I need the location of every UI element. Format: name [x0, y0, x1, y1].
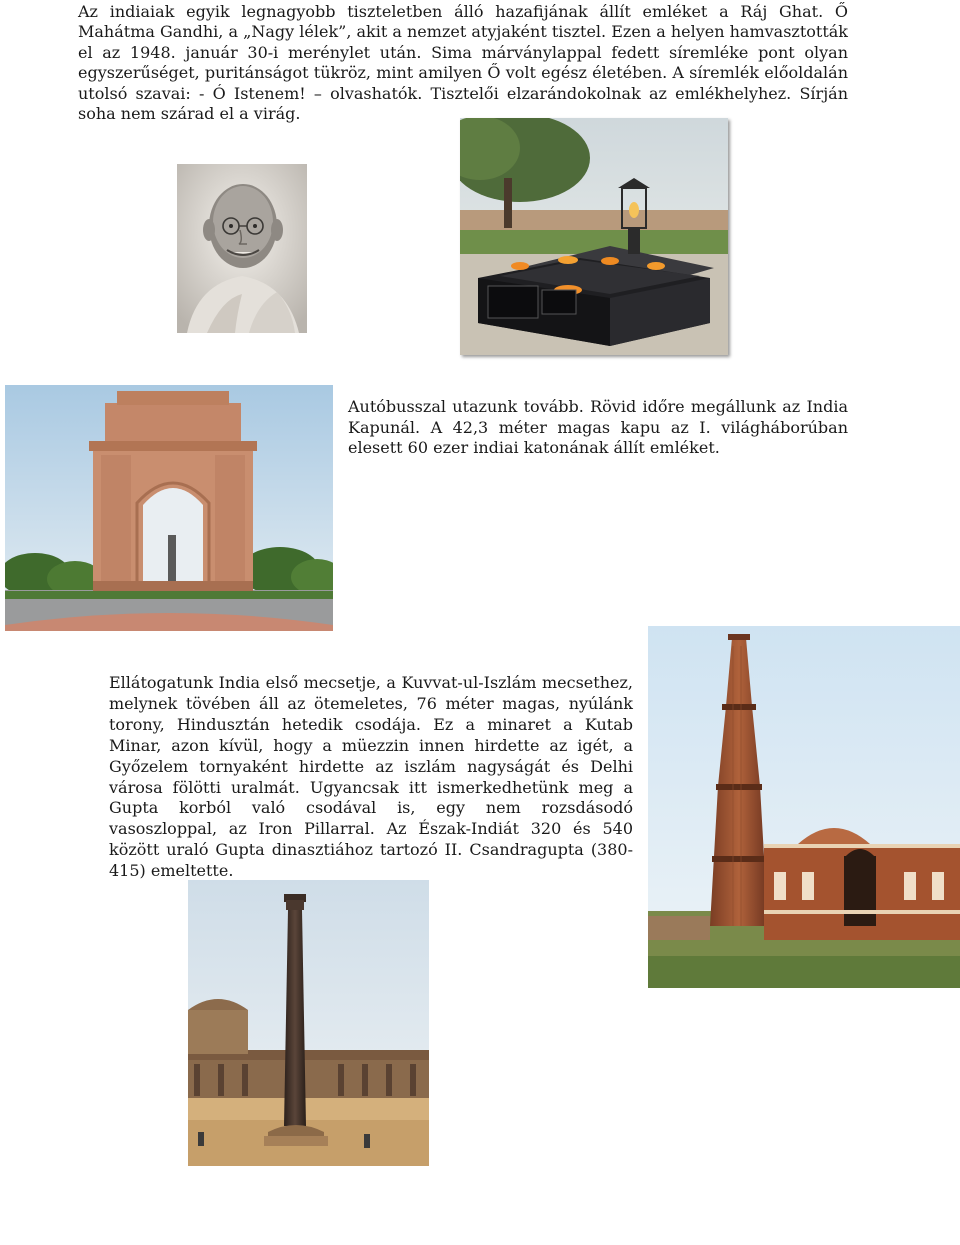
india-gate-paragraph: Autóbusszal utazunk tovább. Rövid időre megállunk az India Kapunál. A 42,3 méter magas kapu az I. világháborúban elesett 60 ezer indiai katonának állít emléket. — [348, 397, 848, 457]
qutub-minar-paragraph: Ellátogatunk India első mecsetje, a Kuvvat-ul-Iszlám mecsethez, melynek tövében áll az ötemeletes, 76 méter magas, nyúlánk torony, Hindusztán hetedik csodája. Ez a minaret a Kutab Minar, azon kívül, hogy a müezzin innen hirdette az igét, a Győzelem tornyaként hirdette az iszlám nagyságát és Delhi városa fölötti uralmát. Ugyancsak itt ismerkedhetünk meg a Gupta korból való csodával is, egy nem rozsdásodó vasoszloppal, az Iron Pillarral. Az Észak-Indiát 320 és 540 között uraló Gupta dinasztiához tartozó II. Csandragupta (380-415) emeltette. — [109, 673, 633, 881]
india-gate-photo — [5, 385, 333, 631]
raj-ghat-memorial-photo — [460, 118, 728, 355]
qutub-minar-photo — [648, 626, 960, 988]
iron-pillar-photo — [188, 880, 429, 1166]
raj-ghat-paragraph: Az indiaiak egyik legnagyobb tiszteletben álló hazafijának állít emléket a Ráj Ghat. Ő Mahátma Gandhi, a „Nagy lélek”, akit a nemzet atyjaként tisztel. Ezen a helyen hamvasztották el az 1948. január 30-i merénylet után. Sima márványlappal fedett síremléke pont olyan egyszerűséget, puritánságot tükröz, mint amilyen Ő volt egész életében. A síremlék előoldalán utolsó szavai: - Ó Istenem! – olvashatók. Tisztelői elzarándokolnak az emlékhelyhez. Sírján soha nem szárad el a virág. — [78, 2, 848, 124]
gandhi-portrait-photo — [177, 164, 307, 333]
